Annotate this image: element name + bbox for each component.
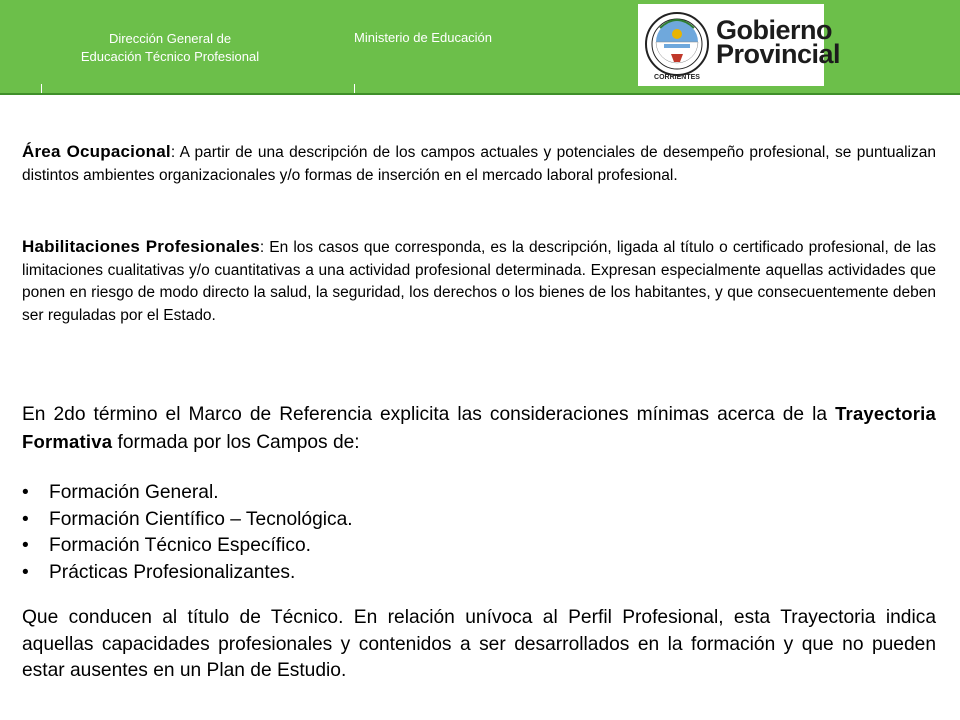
header-band xyxy=(0,0,960,93)
habilitaciones-text: : En los casos que corresponda, es la descripción, ligada al título o certificado profesional, de las limitaciones cualitativas y/o cuantitativas a una actividad profesional determinada. Expresan especialmente aquellas actividades que ponen en riesgo de modo directo la salud, la seguridad, los derechos o los bienes de los habitantes, y que consecuentemente deben ser reguladas por el Estado. xyxy=(22,239,937,324)
gobierno-provincial-logo xyxy=(638,4,841,86)
area-ocupacional-paragraph xyxy=(22,141,936,187)
habilitaciones-term: Habilitaciones Profesionales xyxy=(22,237,260,256)
trayectoria-paragraph xyxy=(22,401,936,456)
header-divider-tick xyxy=(354,84,355,93)
list-item-label: Formación Científico – Tecnológica. xyxy=(49,508,353,530)
bullet-icon: • xyxy=(22,561,29,583)
trayectoria-term: Trayectoria Formativa xyxy=(22,403,936,452)
closing-paragraph: Que conducen al título de Técnico. En relación unívoca al Perfil Profesional, esta Trayectoria indica aquellas capacidades profesionales y contenidos a ser desarrollados en la formación y que no pueden estar ausentes en un Plan de Estudio. xyxy=(22,607,936,681)
direccion-line1: Dirección General de xyxy=(108,31,232,46)
provincial-word: Provincial xyxy=(716,39,841,69)
gobierno-provincial-wordmark xyxy=(716,15,841,69)
list-item-label: Formación Técnico Específico. xyxy=(49,535,311,556)
direccion-general-label xyxy=(20,30,320,66)
trayectoria-intro: En 2do término el Marco de Referencia explicita las consideraciones mínimas acerca de la xyxy=(22,404,836,425)
trayectoria-rest: formada por los Campos de: xyxy=(112,431,360,453)
corrientes-seal-icon xyxy=(642,6,712,84)
bullet-icon: • xyxy=(22,508,29,530)
campos-list xyxy=(22,480,353,586)
bullet-icon: • xyxy=(22,482,29,503)
list-item xyxy=(22,560,353,587)
header-divider-tick xyxy=(41,84,42,93)
bullet-icon: • xyxy=(22,535,29,556)
area-ocupacional-term: Área Ocupacional xyxy=(22,142,171,161)
list-item xyxy=(22,507,353,534)
list-item-label: Prácticas Profesionalizantes. xyxy=(49,561,296,583)
list-item xyxy=(22,480,353,507)
ministerio-label: Ministerio de Educación xyxy=(354,30,493,45)
svg-text:CORRIENTES: CORRIENTES xyxy=(654,74,700,81)
habilitaciones-paragraph xyxy=(22,236,936,327)
list-item-label: Formación General. xyxy=(49,482,219,503)
list-item xyxy=(22,533,353,560)
area-ocupacional-text: : A partir de una descripción de los campos actuales y potenciales de desempeño profesional, se puntualizan distintos ambientes organizacionales y/o formas de inserción en el mercado laboral profesional. xyxy=(22,144,936,184)
gobierno-word: Gobierno xyxy=(716,15,832,45)
header-bottom-rule xyxy=(0,93,960,95)
direccion-line2: Educación Técnico Profesional xyxy=(80,49,260,64)
